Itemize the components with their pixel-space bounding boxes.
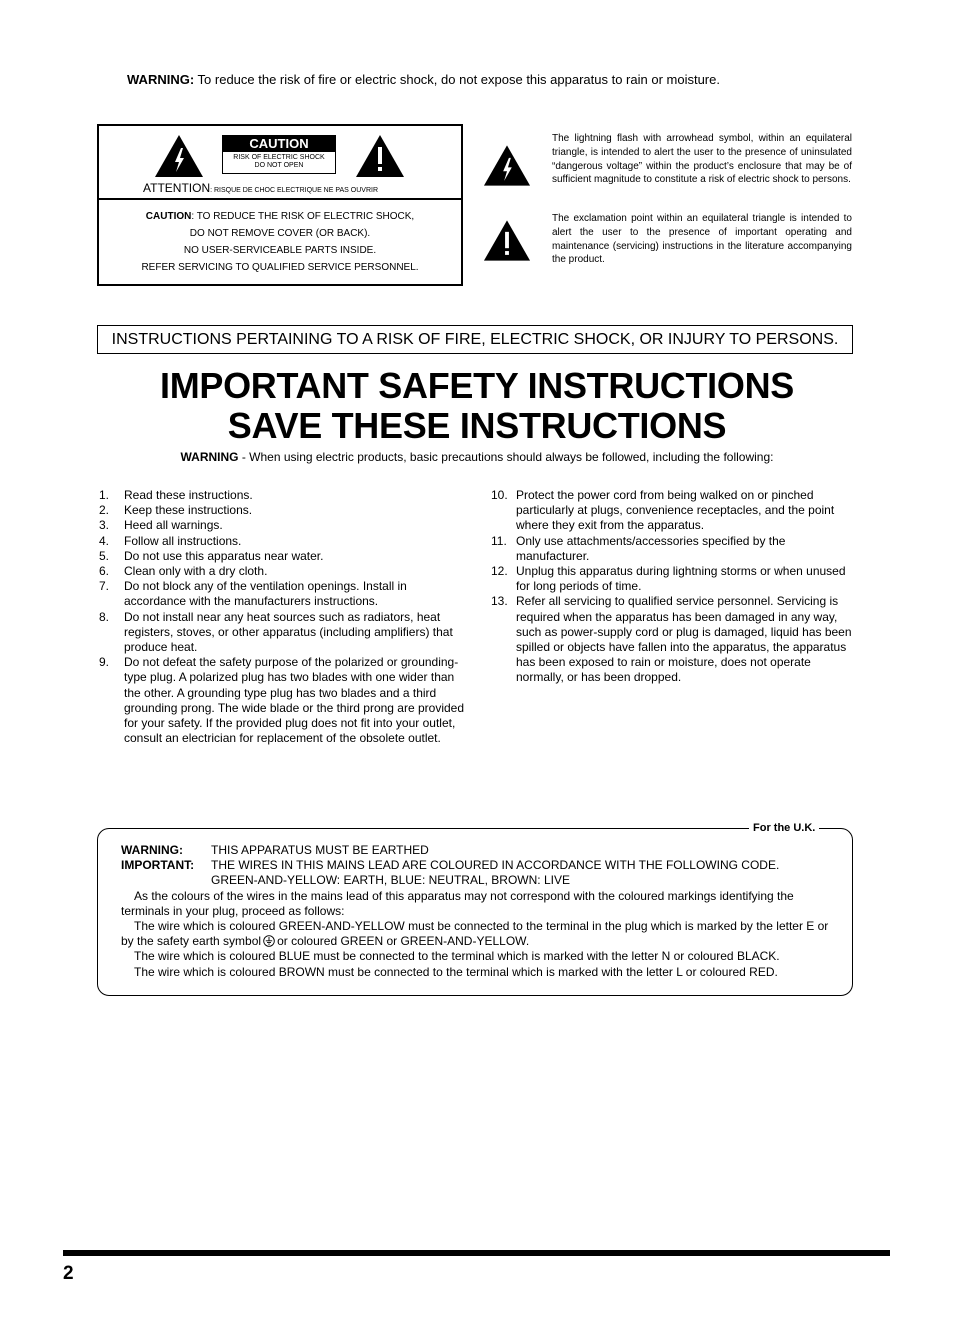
list-item-text: Heed all warnings. xyxy=(124,518,223,533)
list-item-text: Do not block any of the ventilation openings. Install in accordance with the manufacturers instructions. xyxy=(124,579,407,609)
lightning-warning-icon xyxy=(154,134,204,178)
caution-box xyxy=(97,124,463,286)
caution-title: CAUTION xyxy=(222,135,336,152)
caution-line2: DO NOT REMOVE COVER (OR BACK). xyxy=(189,228,371,239)
list-item xyxy=(99,488,465,503)
list-item xyxy=(99,655,465,746)
list-item-text: Read these instructions. xyxy=(124,488,253,502)
list-item xyxy=(491,534,853,564)
caution-line3: NO USER-SERVICEABLE PARTS INSIDE. xyxy=(183,245,377,256)
top-warning-text: To reduce the risk of fire or electric shock, do not expose this apparatus to rain or moisture. xyxy=(194,72,720,87)
list-item xyxy=(491,564,853,594)
list-item-number: 2. xyxy=(99,503,110,518)
list-item xyxy=(99,579,465,609)
page-title xyxy=(0,366,954,446)
caution-label-block xyxy=(222,135,336,174)
list-item xyxy=(99,549,465,564)
list-item-text: Keep these instructions. xyxy=(124,503,253,518)
attention-text: : RISQUE DE CHOC ELECTRIQUE NE PAS OUVRIR xyxy=(210,187,379,194)
uk-paragraph4: The wire which is coloured BROWN must be connected to the terminal which is marked with the letter L or coloured RED. xyxy=(134,964,778,979)
list-item xyxy=(99,518,465,533)
list-item-number: 11. xyxy=(491,533,507,548)
general-warning-text: - When using electric products, basic precautions should always be followed, including the following: xyxy=(238,450,774,464)
list-item-number: 4. xyxy=(99,533,110,548)
exclamation-warning-icon xyxy=(355,134,405,178)
list-item-text: Unplug this apparatus during lightning storms or when unused for long periods of time. xyxy=(516,564,846,594)
uk-important-value1: THE WIRES IN THIS MAINS LEAD ARE COLOURED IN ACCORDANCE WITH THE FOLLOWING CODE. xyxy=(211,858,780,873)
list-item-text: Do not use this apparatus near water. xyxy=(124,548,324,563)
caution-box-header xyxy=(99,126,461,200)
list-item xyxy=(491,594,853,685)
page-number: 2 xyxy=(63,1263,74,1284)
list-item-number: 10. xyxy=(491,488,508,502)
caution-sub-line2: DO NOT OPEN xyxy=(254,162,304,169)
caution-inline-label: CAUTION xyxy=(145,211,192,222)
list-item-number: 3. xyxy=(99,518,110,533)
lightning-symbol-icon xyxy=(483,144,531,187)
uk-paragraph1: As the colours of the wires in the mains lead of this apparatus may not correspond with the coloured markings identifying the terminals in your plug, proceed as follows: xyxy=(121,888,794,918)
list-item xyxy=(491,488,853,534)
uk-paragraph2a: The wire which is coloured GREEN-AND-YELLOW must be connected to the terminal in the plug which is marked by the letter E or by the safety earth symbol xyxy=(121,919,829,949)
list-item-text: Do not defeat the safety purpose of the polarized or grounding-type plug. A polarized plug has two blades with one wider than the other. A grounding type plug has two blades and a third grounding prong. The wide blade or the third prong are provided for your safety. If the provided plug does not fit into your outlet, consult an electrician for replacement of the obsolete outlet. xyxy=(124,655,465,746)
uk-warning-value: THIS APPARATUS MUST BE EARTHED xyxy=(211,843,429,857)
list-item xyxy=(99,534,465,549)
title-line2: SAVE THESE INSTRUCTIONS xyxy=(227,405,727,446)
lightning-symbol-description: The lightning flash with arrowhead symbol, within an equilateral triangle, is intended to alert the user to the presence of uninsulated “dangerous voltage” within the product’s enclosure that may be of sufficient magnitude to constitute a risk of electric shock to persons. xyxy=(552,133,852,186)
list-item-text: Only use attachments/accessories specified by the manufacturer. xyxy=(516,533,786,563)
list-item-number: 5. xyxy=(99,548,110,563)
instruction-list-left xyxy=(99,488,465,746)
uk-notice-content xyxy=(121,843,831,980)
caution-line1: : TO REDUCE THE RISK OF ELECTRIC SHOCK, xyxy=(191,211,415,222)
list-item-text: Do not install near any heat sources such as radiators, heat registers, stoves, or other apparatus (including amplifiers) that produce heat. xyxy=(124,609,453,655)
uk-important-key: IMPORTANT: xyxy=(121,858,195,873)
attention-word: ATTENTION xyxy=(143,181,211,195)
caution-subtitle xyxy=(222,152,336,174)
instruction-list-right xyxy=(491,488,853,686)
uk-paragraph3: The wire which is coloured BLUE must be connected to the terminal which is marked with the letter N or coloured BLACK. xyxy=(134,949,780,964)
title-line1: IMPORTANT SAFETY INSTRUCTIONS xyxy=(160,365,794,406)
list-item-number: 1. xyxy=(99,488,110,502)
list-item-number: 8. xyxy=(99,609,110,624)
general-warning-label: WARNING xyxy=(180,450,239,464)
uk-paragraph2b: or coloured GREEN or GREEN-AND-YELLOW. xyxy=(277,934,530,949)
list-item xyxy=(99,564,465,579)
footer-rule xyxy=(63,1250,890,1256)
list-item-number: 12. xyxy=(491,564,508,579)
top-warning-label: WARNING: xyxy=(127,72,195,87)
uk-warning-key: WARNING: xyxy=(121,843,183,857)
list-item-number: 9. xyxy=(99,655,110,670)
uk-label: For the U.K. xyxy=(749,820,819,836)
general-warning xyxy=(0,450,954,464)
uk-paragraph2 xyxy=(121,919,831,949)
exclamation-symbol-icon xyxy=(483,219,531,262)
caution-instructions xyxy=(99,200,461,276)
attention-line xyxy=(143,179,378,197)
list-item-text: Follow all instructions. xyxy=(124,533,242,548)
list-item xyxy=(99,503,465,518)
list-item-number: 7. xyxy=(99,579,110,594)
caution-sub-line1: RISK OF ELECTRIC SHOCK xyxy=(233,154,325,161)
exclamation-symbol-description: The exclamation point within an equilateral triangle is intended to alert the user to the presence of important operating and maintenance (servicing) instructions in the literature accompanying the product. xyxy=(552,213,852,266)
top-warning xyxy=(127,72,720,87)
list-item-text: Clean only with a dry cloth. xyxy=(124,564,268,579)
uk-important-value2: GREEN-AND-YELLOW: EARTH, BLUE: NEUTRAL, BROWN: LIVE xyxy=(211,873,570,888)
earth-ground-icon xyxy=(263,935,275,947)
list-item xyxy=(99,610,465,656)
caution-line4: REFER SERVICING TO QUALIFIED SERVICE PERSONNEL. xyxy=(141,262,419,273)
list-item-text: Refer all servicing to qualified service personnel. Servicing is required when the apparatus has been damaged in any way, such as power-supply cord or plug is damaged, liquid has been spilled or objects have fallen into the apparatus, the apparatus has been exposed to rain or moisture, does not operate normally, or has been dropped. xyxy=(516,594,852,685)
instructions-header: INSTRUCTIONS PERTAINING TO A RISK OF FIRE, ELECTRIC SHOCK, OR INJURY TO PERSONS. xyxy=(97,325,853,354)
list-item-number: 13. xyxy=(491,594,508,609)
list-item-text: Protect the power cord from being walked on or pinched particularly at plugs, convenience receptacles, and the point where they exit from the apparatus. xyxy=(516,488,835,533)
list-item-number: 6. xyxy=(99,564,110,579)
